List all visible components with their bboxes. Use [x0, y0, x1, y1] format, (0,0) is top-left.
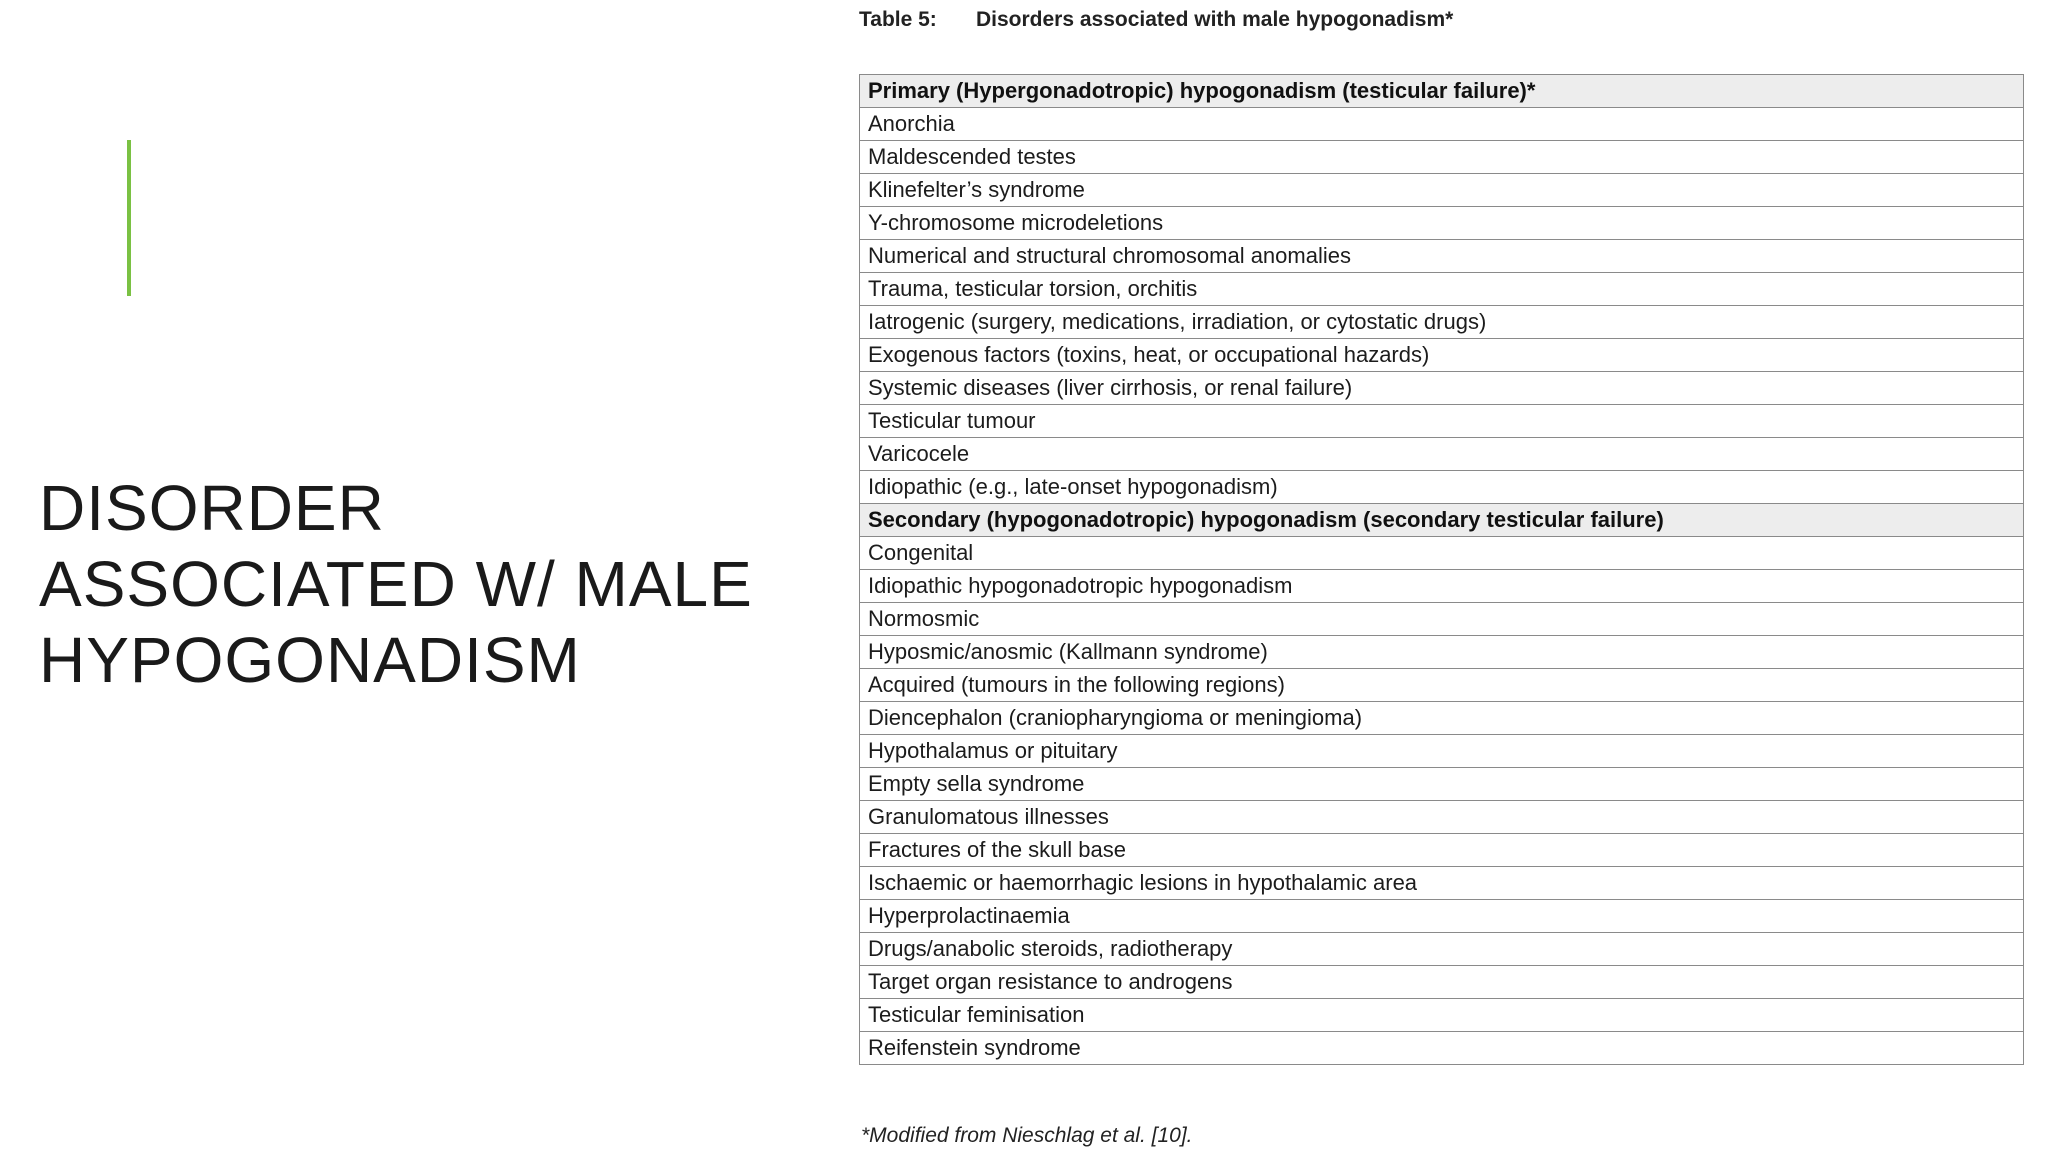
table-row	[860, 801, 2024, 834]
table-cell: Testicular feminisation	[860, 999, 2024, 1032]
table-row	[860, 174, 2024, 207]
table-row	[860, 669, 2024, 702]
table-row	[860, 966, 2024, 999]
table-cell: Anorchia	[860, 108, 2024, 141]
table-cell: Idiopathic hypogonadotropic hypogonadism	[860, 570, 2024, 603]
table-cell: Maldescended testes	[860, 141, 2024, 174]
disorders-table-body	[860, 75, 2024, 1065]
table-caption-number: Table 5:	[859, 8, 937, 31]
title-accent-line	[127, 140, 131, 296]
table-row	[860, 570, 2024, 603]
table-row	[860, 273, 2024, 306]
slide-title-line: ASSOCIATED W/ MALE	[39, 548, 753, 620]
table-row	[860, 933, 2024, 966]
table-caption	[859, 8, 1453, 32]
table-cell: Hyposmic/anosmic (Kallmann syndrome)	[860, 636, 2024, 669]
table-row	[860, 999, 2024, 1032]
table-cell: Acquired (tumours in the following regions)	[860, 669, 2024, 702]
table-row	[860, 603, 2024, 636]
table-cell: Normosmic	[860, 603, 2024, 636]
table-row	[860, 306, 2024, 339]
table-section-header-row	[860, 75, 2024, 108]
table-cell: Fractures of the skull base	[860, 834, 2024, 867]
table-cell: Empty sella syndrome	[860, 768, 2024, 801]
table-caption-text: Disorders associated with male hypogonadism*	[976, 8, 1454, 31]
table-cell: Exogenous factors (toxins, heat, or occupational hazards)	[860, 339, 2024, 372]
table-row	[860, 372, 2024, 405]
table-cell: Congenital	[860, 537, 2024, 570]
table-row	[860, 339, 2024, 372]
table-row	[860, 636, 2024, 669]
table-row	[860, 240, 2024, 273]
table-row	[860, 768, 2024, 801]
section-header-cell: Primary (Hypergonadotropic) hypogonadism (testicular failure)*	[860, 75, 2024, 108]
table-row	[860, 141, 2024, 174]
table-section-header-row	[860, 504, 2024, 537]
table-cell: Testicular tumour	[860, 405, 2024, 438]
table-cell: Hypothalamus or pituitary	[860, 735, 2024, 768]
table-cell: Diencephalon (craniopharyngioma or meningioma)	[860, 702, 2024, 735]
table-footnote: *Modified from Nieschlag et al. [10].	[861, 1124, 1193, 1147]
table-cell: Iatrogenic (surgery, medications, irradiation, or cytostatic drugs)	[860, 306, 2024, 339]
table-row	[860, 702, 2024, 735]
table-row	[860, 537, 2024, 570]
table-cell: Reifenstein syndrome	[860, 1032, 2024, 1065]
table-row	[860, 900, 2024, 933]
disorders-table	[859, 74, 2024, 1065]
table-row	[860, 108, 2024, 141]
table-cell: Varicocele	[860, 438, 2024, 471]
slide-title-line: DISORDER	[39, 472, 385, 544]
slide-title-line: HYPOGONADISM	[39, 624, 581, 696]
table-cell: Klinefelter’s syndrome	[860, 174, 2024, 207]
slide-title	[39, 470, 819, 698]
table-row	[860, 834, 2024, 867]
table-cell: Systemic diseases (liver cirrhosis, or renal failure)	[860, 372, 2024, 405]
section-header-cell: Secondary (hypogonadotropic) hypogonadism (secondary testicular failure)	[860, 504, 2024, 537]
table-row	[860, 1032, 2024, 1065]
table-cell: Ischaemic or haemorrhagic lesions in hypothalamic area	[860, 867, 2024, 900]
table-row	[860, 867, 2024, 900]
table-row	[860, 735, 2024, 768]
table-row	[860, 207, 2024, 240]
table-cell: Hyperprolactinaemia	[860, 900, 2024, 933]
table-row	[860, 405, 2024, 438]
table-cell: Target organ resistance to androgens	[860, 966, 2024, 999]
table-row	[860, 438, 2024, 471]
table-cell: Numerical and structural chromosomal anomalies	[860, 240, 2024, 273]
table-cell: Y-chromosome microdeletions	[860, 207, 2024, 240]
table-cell: Granulomatous illnesses	[860, 801, 2024, 834]
table-cell: Idiopathic (e.g., late-onset hypogonadism)	[860, 471, 2024, 504]
table-cell: Drugs/anabolic steroids, radiotherapy	[860, 933, 2024, 966]
table-cell: Trauma, testicular torsion, orchitis	[860, 273, 2024, 306]
table-row	[860, 471, 2024, 504]
